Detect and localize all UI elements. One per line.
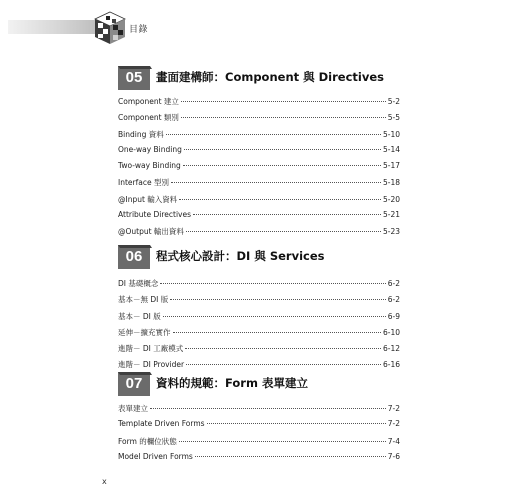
- toc-entry[interactable]: [118, 311, 400, 327]
- toc-entry-label: @Input 輸入資料: [118, 194, 178, 204]
- toc-entry-page: 5-18: [382, 178, 400, 188]
- toc-entry-page: 6-16: [382, 360, 400, 370]
- toc-entry-page: 7-2: [387, 404, 400, 413]
- chapter-number: 06: [125, 248, 143, 265]
- dot-leader: [163, 316, 386, 317]
- toc-entry-label: @Output 輸出資料: [118, 227, 184, 237]
- chapter-title: 資料的規範：Form 表單建立: [156, 376, 308, 390]
- toc-entry[interactable]: [118, 96, 400, 112]
- dot-leader: [193, 214, 381, 215]
- toc-entry-label: Component 類別: [118, 113, 179, 123]
- toc-entry-label: Model Driven Forms: [118, 451, 193, 461]
- toc-entry[interactable]: [118, 403, 400, 419]
- chapter-number: 05: [125, 69, 143, 86]
- dot-leader: [186, 364, 381, 365]
- toc-entry[interactable]: [118, 145, 400, 161]
- dot-leader: [160, 283, 385, 284]
- dot-leader: [207, 423, 386, 424]
- chapter-06: [118, 245, 400, 376]
- toc-entry-label: 表單建立: [118, 404, 148, 413]
- toc-entry[interactable]: [118, 112, 400, 128]
- toc-entry-label: Two-way Binding: [118, 161, 181, 171]
- toc-list: [118, 403, 400, 468]
- toc-entry-label: Binding 資料: [118, 129, 164, 139]
- dot-leader: [186, 231, 381, 232]
- page-title: 目錄: [129, 25, 149, 35]
- toc-entry-page: 7-4: [387, 436, 400, 446]
- toc-entry-page: 5-17: [382, 161, 400, 171]
- dot-leader: [170, 299, 385, 300]
- dot-leader: [181, 117, 386, 118]
- toc-entry-page: 6-2: [387, 279, 400, 288]
- toc-entry[interactable]: [118, 194, 400, 210]
- toc-entry-page: 7-2: [387, 419, 400, 429]
- dot-leader: [195, 456, 386, 457]
- cube-logo-icon: [92, 10, 128, 46]
- chapter-header: [118, 372, 400, 398]
- toc-entry-page: 5-21: [382, 210, 400, 220]
- toc-entry[interactable]: [118, 294, 400, 310]
- toc-entry-page: 5-10: [382, 129, 400, 139]
- toc-entry-page: 5-5: [387, 113, 400, 123]
- chapter-05: [118, 66, 400, 243]
- dot-leader: [179, 199, 381, 200]
- toc-list: [118, 278, 400, 376]
- toc-entry-page: 6-10: [382, 327, 400, 337]
- toc-entry-page: 5-2: [387, 97, 400, 106]
- toc-entry-label: Template Driven Forms: [118, 419, 205, 429]
- dot-leader: [171, 182, 381, 183]
- toc-entry[interactable]: [118, 436, 400, 452]
- page-number: x: [102, 477, 107, 486]
- toc-entry-label: 進階－ DI Provider: [118, 360, 185, 370]
- toc-list: [118, 96, 400, 243]
- toc-entry-label: Attribute Directives: [118, 210, 192, 220]
- dot-leader: [181, 101, 386, 102]
- header-gradient-bar: [8, 20, 100, 34]
- toc-entry[interactable]: [118, 210, 400, 226]
- toc-entry-label: One-way Binding: [118, 144, 182, 154]
- toc-entry-label: Component 建立: [118, 97, 179, 106]
- toc-entry-label: 基本－ DI 版: [118, 311, 161, 321]
- toc-entry[interactable]: [118, 343, 400, 359]
- chapter-title: 程式核心設計：DI 與 Services: [156, 249, 325, 263]
- toc-entry[interactable]: [118, 278, 400, 294]
- toc-entry-page: 5-20: [382, 194, 400, 204]
- dot-leader: [173, 332, 381, 333]
- chapter-07: [118, 372, 400, 468]
- dot-leader: [179, 441, 386, 442]
- toc-entry-page: 6-9: [387, 311, 400, 321]
- dot-leader: [185, 348, 381, 349]
- dot-leader: [166, 134, 381, 135]
- toc-entry-label: 延伸－擴充實作: [118, 327, 171, 337]
- toc-entry-label: Form 的欄位狀態: [118, 436, 177, 446]
- toc-entry[interactable]: [118, 452, 400, 468]
- toc-entry-page: 7-6: [387, 451, 400, 461]
- toc-entry[interactable]: [118, 226, 400, 242]
- toc-entry-label: Interface 型別: [118, 178, 169, 188]
- chapter-number: 07: [125, 375, 143, 392]
- dot-leader: [184, 149, 381, 150]
- toc-entry[interactable]: [118, 419, 400, 435]
- toc-entry[interactable]: [118, 129, 400, 145]
- toc-entry[interactable]: [118, 177, 400, 193]
- toc-entry-label: 基本－無 DI 版: [118, 295, 169, 305]
- dot-leader: [150, 408, 386, 409]
- toc-entry-page: 6-12: [382, 344, 400, 354]
- toc-entry[interactable]: [118, 161, 400, 177]
- dot-leader: [183, 165, 381, 166]
- chapter-title: 畫面建構師：Component 與 Directives: [156, 70, 384, 84]
- toc-entry-label: DI 基礎概念: [118, 279, 159, 288]
- chapter-header: [118, 66, 400, 92]
- toc-entry[interactable]: [118, 327, 400, 343]
- toc-entry-page: 5-23: [382, 227, 400, 237]
- chapter-header: [118, 245, 400, 271]
- toc-entry-label: 進階－ DI 工廠模式: [118, 344, 184, 354]
- toc-entry-page: 5-14: [382, 144, 400, 154]
- toc-entry-page: 6-2: [387, 295, 400, 305]
